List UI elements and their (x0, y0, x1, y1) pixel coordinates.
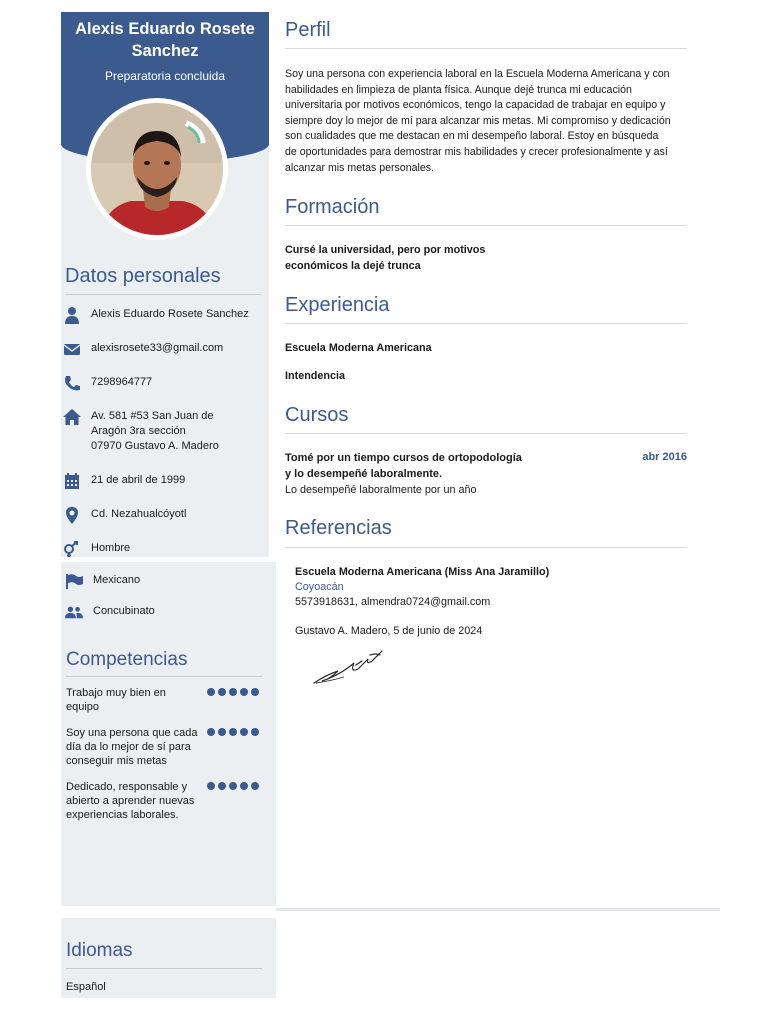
course-description: Lo desempeñé laboralmente por un año (285, 484, 477, 496)
skill-rating-dot (207, 688, 215, 696)
skill-rating-dot (218, 728, 226, 736)
course-title-line-1: Tomé por un tiempo cursos de ortopodología (285, 452, 522, 464)
courses-heading: Cursos (285, 404, 349, 426)
skill-rating (206, 727, 266, 737)
skill-rating-dot (251, 728, 259, 736)
profile-line: habilidades en limpieza de planta física. Aunque dejé trunca mi educación (285, 83, 632, 96)
references-heading: Referencias (285, 517, 392, 539)
personal-data-rule (65, 294, 261, 295)
skill-text (66, 780, 206, 822)
skill-rating-dot (240, 688, 248, 696)
people-icon (65, 603, 83, 621)
skill-rating-dot (229, 688, 237, 696)
languages-heading: Idiomas (66, 940, 133, 961)
profile-line: siempre doy lo mejor de mí para alcanzar mis metas. Mi compromiso y dedicación (285, 114, 671, 127)
personal-data-heading: Datos personales (65, 265, 221, 287)
skill-rating-dot (240, 728, 248, 736)
languages-section (61, 918, 276, 998)
experience-rule (285, 323, 687, 324)
avatar-ring (86, 98, 228, 240)
education-text (285, 243, 689, 274)
reference-place: Coyoacán (295, 581, 344, 593)
skill-rating-dot (207, 782, 215, 790)
skill-rating-dot (218, 782, 226, 790)
candidate-name: Alexis Eduardo Rosete Sanchez (75, 20, 255, 60)
skills-rule (66, 676, 262, 677)
skill-rating-dot (240, 782, 248, 790)
course-title-line-2: y lo desempeñé laboralmente. (285, 467, 443, 480)
experience-employer: Escuela Moderna Americana (285, 342, 432, 354)
phone-icon (63, 374, 81, 392)
skill-rating (206, 781, 266, 791)
personal-civil-status: Concubinato (93, 605, 155, 617)
address-line-1: Av. 581 #53 San Juan de (91, 410, 214, 422)
profile-rule (285, 48, 687, 49)
education-line-2: económicos la dejé trunca (285, 259, 421, 272)
education-heading: Formación (285, 196, 380, 218)
avatar (91, 103, 223, 235)
profile-line: son cualidades que me destacan en mi desempeño laboral. Estoy en búsqueda (285, 130, 659, 143)
course-title (285, 451, 585, 482)
skill-text (66, 726, 206, 768)
skill-rating-dot (207, 728, 215, 736)
skill-rating-dot (251, 688, 259, 696)
course-date: abr 2016 (642, 451, 687, 463)
skill-rating-dot (229, 782, 237, 790)
sidebar (61, 12, 269, 557)
skill-text-line: conseguir mis metas (66, 755, 167, 767)
skill-text-line: equipo (66, 701, 100, 713)
skills-heading: Competencias (66, 649, 188, 670)
avatar-photo (91, 103, 223, 235)
flag-icon (65, 572, 83, 590)
references-rule (285, 547, 687, 548)
home-icon (63, 408, 81, 426)
signature-image (310, 645, 390, 687)
experience-heading: Experiencia (285, 294, 390, 316)
email-icon (63, 340, 81, 358)
profile-line: universitaria por motivos económicos, tengo la capacidad de trabajar en equipo y (285, 99, 666, 112)
profile-paragraph (285, 67, 689, 176)
address-line-3: 07970 Gustavo A. Madero (91, 440, 219, 452)
location-pin-icon (63, 506, 81, 524)
language-item: Español (66, 981, 106, 993)
profile-heading: Perfil (285, 19, 331, 41)
signature-place-date: Gustavo A. Madero, 5 de junio de 2024 (295, 625, 483, 637)
personal-address (91, 409, 261, 454)
skill-text-line: día da lo mejor de sí para (66, 741, 191, 753)
skill-text-line: Dedicado, responsable y (66, 781, 188, 793)
skill-text-line: Soy una persona que cada (66, 727, 198, 739)
languages-rule (66, 968, 262, 969)
personal-gender: Hombre (91, 542, 131, 554)
skill-rating-dot (229, 728, 237, 736)
reference-name: Escuela Moderna Americana (Miss Ana Jaramillo) (295, 566, 550, 578)
skill-rating-dot (218, 688, 226, 696)
user-icon (63, 306, 81, 324)
experience-role: Intendencia (285, 370, 345, 382)
address-line-2: Aragón 3ra sección (91, 425, 186, 437)
courses-rule (285, 433, 687, 434)
education-rule (285, 225, 687, 226)
skill-rating-dot (251, 782, 259, 790)
skill-rating (206, 687, 266, 697)
page-footer-rule (276, 908, 720, 911)
education-line-1: Cursé la universidad, pero por motivos (285, 244, 486, 256)
sidebar-continued (61, 562, 276, 906)
personal-city: Cd. Nezahualcóyotl (91, 508, 187, 520)
skill-text-line: abierto a aprender nuevas (66, 795, 195, 807)
profile-line: alcanzar mis metas personales. (285, 161, 434, 174)
personal-email[interactable]: alexisrosete33@gmail.com (91, 342, 224, 354)
candidate-subtitle: Preparatoria concluida (104, 69, 226, 83)
profile-line: Soy una persona con experiencia laboral en la Escuela Moderna Americana y con (285, 68, 670, 80)
profile-line: de oportunidades para demostrar mis habilidades y crecer profesionalmente y así (285, 145, 668, 158)
skill-text-line: experiencias laborales. (66, 809, 179, 821)
skill-text (66, 686, 206, 714)
reference-contact: 5573918631, almendra0724@gmail.com (295, 596, 491, 608)
skill-text-line: Trabajo muy bien en (66, 687, 166, 699)
calendar-icon (63, 472, 81, 490)
gender-icon (63, 540, 81, 557)
personal-phone: 7298964777 (91, 376, 153, 388)
personal-nationality: Mexicano (93, 574, 141, 586)
personal-name: Alexis Eduardo Rosete Sanchez (91, 308, 249, 320)
personal-birthdate: 21 de abril de 1999 (91, 474, 186, 486)
